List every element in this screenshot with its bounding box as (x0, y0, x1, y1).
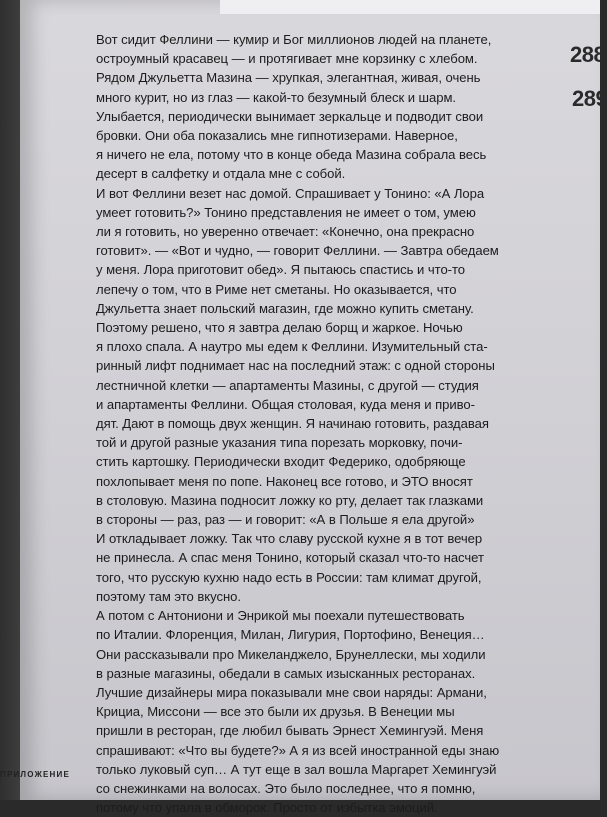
text-line: ли я готовить, но уверенно отвечает: «Конечно, она прекрасно (96, 224, 475, 240)
next-page-edge (220, 0, 600, 14)
text-line: потому что упала в обморок. Просто от избытка эмоций. (96, 800, 438, 816)
text-line: в разные магазины, обедали в самых изысканных ресторанах. (96, 665, 476, 681)
text-line: ринный лифт поднимает нас на последний этаж: с одной стороны (96, 358, 495, 374)
text-line: бровки. Они оба показались мне гипнотизерами. Наверное, (96, 128, 458, 144)
text-line: Лучшие дизайнеры мира показывали мне свои наряды: Армани, (96, 684, 487, 700)
text-line: стить картошку. Периодически входит Федерико, одобряюще (96, 454, 466, 470)
text-line: Они рассказывали про Микеланджело, Брунеллески, мы ходили (96, 646, 486, 662)
text-line: десерт в салфетку и отдала мне с собой. (96, 166, 346, 182)
page-number-289: 289 (572, 86, 607, 111)
text-line: лестничной клетки — апартаменты Мазины, с другой — студия (96, 377, 479, 393)
text-line: я ничего не ела, потому что в конце обеда Мазина собрала весь (96, 147, 487, 163)
text-line: по Италии. Флоренция, Милан, Лигурия, Портофино, Венеция… (96, 627, 485, 643)
text-line: Джульетта знает польский магазин, где можно купить сметану. (96, 300, 474, 316)
body-text (96, 30, 566, 817)
text-line: Рядом Джульетта Мазина — хрупкая, элегантная, живая, очень (96, 70, 481, 86)
text-line: умеет готовить?» Тонино представления не имеет о том, умею (96, 204, 476, 220)
text-line: остроумный красавец — и протягивает мне корзинку с хлебом. (96, 51, 478, 67)
text-line: в столовую. Мазина подносит ложку ко рту, делает так глазками (96, 492, 484, 508)
text-line: я плохо спала. А наутро мы едем к Феллини. Изумительный ста- (96, 339, 488, 355)
text-line: пришли в ресторан, где любил бывать Эрнест Хемингуэй. Меня (96, 723, 484, 739)
section-footer: ПРИЛОЖЕНИЕ (0, 770, 70, 779)
text-line: той и другой разные указания типа порезать морковку, почи- (96, 435, 463, 451)
text-line: Вот сидит Феллини — кумир и Бог миллионов людей на планете, (96, 32, 492, 47)
text-line: Улыбается, периодически вынимает зеркальце и подводит свои (96, 108, 484, 124)
text-line: А потом с Антониони и Энрикой мы поехали путешествовать (96, 608, 465, 624)
text-line: Крициа, Миссони — все это были их друзья. В Венеции мы (96, 704, 455, 720)
book-gutter-shadow (0, 0, 22, 800)
page-number-288: 288 (570, 42, 606, 67)
text-line: И вот Феллини везет нас домой. Спрашивает у Тонино: «А Лора (96, 185, 485, 201)
text-line: в стороны — раз, раз — и говорит: «А в Польше я ела другой» (96, 512, 475, 528)
text-line: только луковый суп… А тут еще в зал вошла Маргарет Хемингуэй (96, 761, 497, 777)
text-line: того, что русскую кухню надо есть в России: там климат другой, (96, 569, 482, 585)
text-line: и апартаменты Феллини. Общая столовая, куда меня и приво- (96, 396, 475, 412)
text-line: со снежинками на волосах. Это было последнее, что я помню, (96, 780, 476, 796)
text-line: лепечу о том, что в Риме нет сметаны. Но оказывается, что (96, 281, 457, 297)
text-line: И откладывает ложку. Так что славу русской кухне я в тот вечер (96, 531, 483, 547)
text-line: Поэтому решено, что я завтра делаю борщ и жаркое. Ночью (96, 320, 463, 336)
text-line: готовит». — «Вот и чудно, — говорит Феллини. — Завтра обедаем (96, 243, 499, 259)
text-line: похлопывает меня по попе. Наконец все готово, и ЭТО вносят (96, 473, 473, 489)
text-line: поэтому там это вкусно. (96, 588, 241, 604)
text-line: много курит, но из глаз — какой-то безумный блеск и шарм. (96, 89, 457, 105)
text-line: у меня. Лора приготовит обед». Я пытаюсь спастись и что-то (96, 262, 466, 278)
text-line: спрашивают: «Что вы будете?» А я из всей иностранной еды знаю (96, 742, 500, 758)
text-line: не принесла. А спас меня Тонино, который сказал что-то насчет (96, 550, 484, 566)
text-line: дят. Дают в помощь двух женщин. Я начинаю готовить, раздавая (96, 416, 489, 432)
